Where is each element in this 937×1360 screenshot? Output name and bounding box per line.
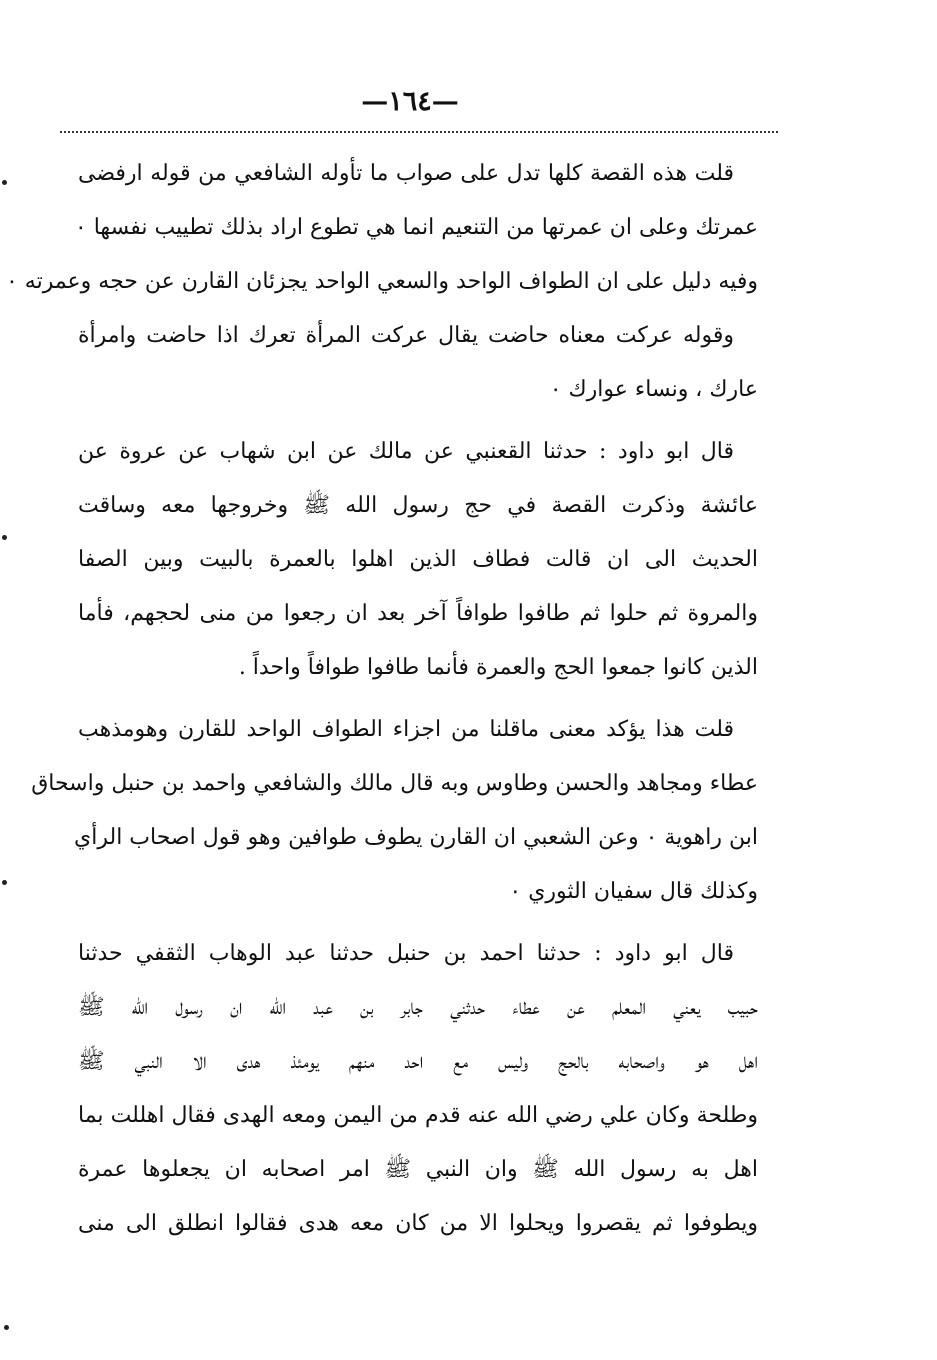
text-line: ابن راهوية ٠ وعن الشعبي ان القارن يطوف طوافين وهو قول اصحاب الرأي	[74, 825, 758, 850]
text-line: اهل به رسول الله ﷺ وان النبي ﷺ امر اصحابه ان يجعلوها عمرة	[78, 1157, 758, 1182]
text-line: وكذلك قال سفيان الثوري ٠	[509, 879, 758, 904]
text-line: قال ابو داود : حدثنا احمد بن حنبل حدثنا عبد الوهاب الثقفي حدثنا	[78, 941, 734, 966]
text-line: قلت هذه القصة كلها تدل على صواب ما تأوله الشافعي من قوله ارفضى	[78, 161, 734, 186]
text-line: قال ابو داود : حدثنا القعنبي عن مالك عن ابن شهاب عن عروة عن	[78, 439, 734, 464]
page-number: —١٦٤—	[361, 86, 459, 117]
paragraph-3	[31, 703, 758, 919]
text-line: عارك ، ونساء عوارك ٠	[549, 377, 758, 402]
text-line: وقوله عركت معناه حاضت يقال عركت المرأة تعرك اذا حاضت وامرأة	[78, 323, 734, 348]
text-line: وطلحة وكان علي رضي الله عنه قدم من اليمن ومعه الهدى فقال اهللت بما	[78, 1103, 758, 1128]
paragraph-gap	[78, 695, 758, 703]
scan-margin-mark	[2, 880, 7, 885]
text-line: ويطوفوا ثم يقصروا ويحلوا الا من كان معه هدى فقالوا انطلق الى منى	[78, 1211, 758, 1236]
header-divider	[60, 131, 778, 133]
text-line: عطاء ومجاهد والحسن وطاوس وبه قال مالك والشافعي واحمد بن حنبل واسحاق	[31, 771, 758, 796]
text-line: عائشة وذكرت القصة في حج رسول الله ﷺ وخروجها معه وساقت	[78, 493, 758, 518]
text-line: والمروة ثم حلوا ثم طافوا طوافاً آخر بعد ان رجعوا من منى لحجهم، فأما	[78, 601, 758, 626]
text-line: وفيه دليل على ان الطواف الواحد والسعي الواحد يجزئان القارن عن حجه وعمرته ٠	[5, 269, 758, 294]
paragraph-gap	[78, 919, 758, 927]
text-line: الحديث الى ان قالت فطاف الذين اهلوا بالعمرة بالبيت وبين الصفا	[78, 547, 758, 572]
paragraph-2	[78, 425, 758, 695]
scan-margin-mark	[4, 1325, 9, 1330]
scan-margin-mark	[2, 180, 7, 185]
text-line: اهل هو واصحابه بالحج وليس مع احد منهم يومئذ هدى الا النبي ﷺ	[78, 1049, 758, 1074]
text-line: حبيب يعني المعلم عن عطاء حدثني جابر بن عبد الله ان رسول الله ﷺ	[78, 995, 758, 1020]
scan-margin-mark	[2, 535, 7, 540]
paragraph-4	[78, 927, 758, 1251]
paragraph-1	[5, 147, 758, 417]
body-text	[5, 147, 758, 1251]
text-line: الذين كانوا جمعوا الحج والعمرة فأنما طافوا طوافاً واحداً .	[238, 655, 758, 680]
text-line: عمرتك وعلى ان عمرتها من التنعيم انما هي تطوع اراد بذلك تطييب نفسها ٠	[74, 215, 758, 240]
text-line: قلت هذا يؤكد معنى ماقلنا من اجزاء الطواف الواحد للقارن وهومذهب	[78, 717, 734, 742]
paragraph-gap	[78, 417, 758, 425]
